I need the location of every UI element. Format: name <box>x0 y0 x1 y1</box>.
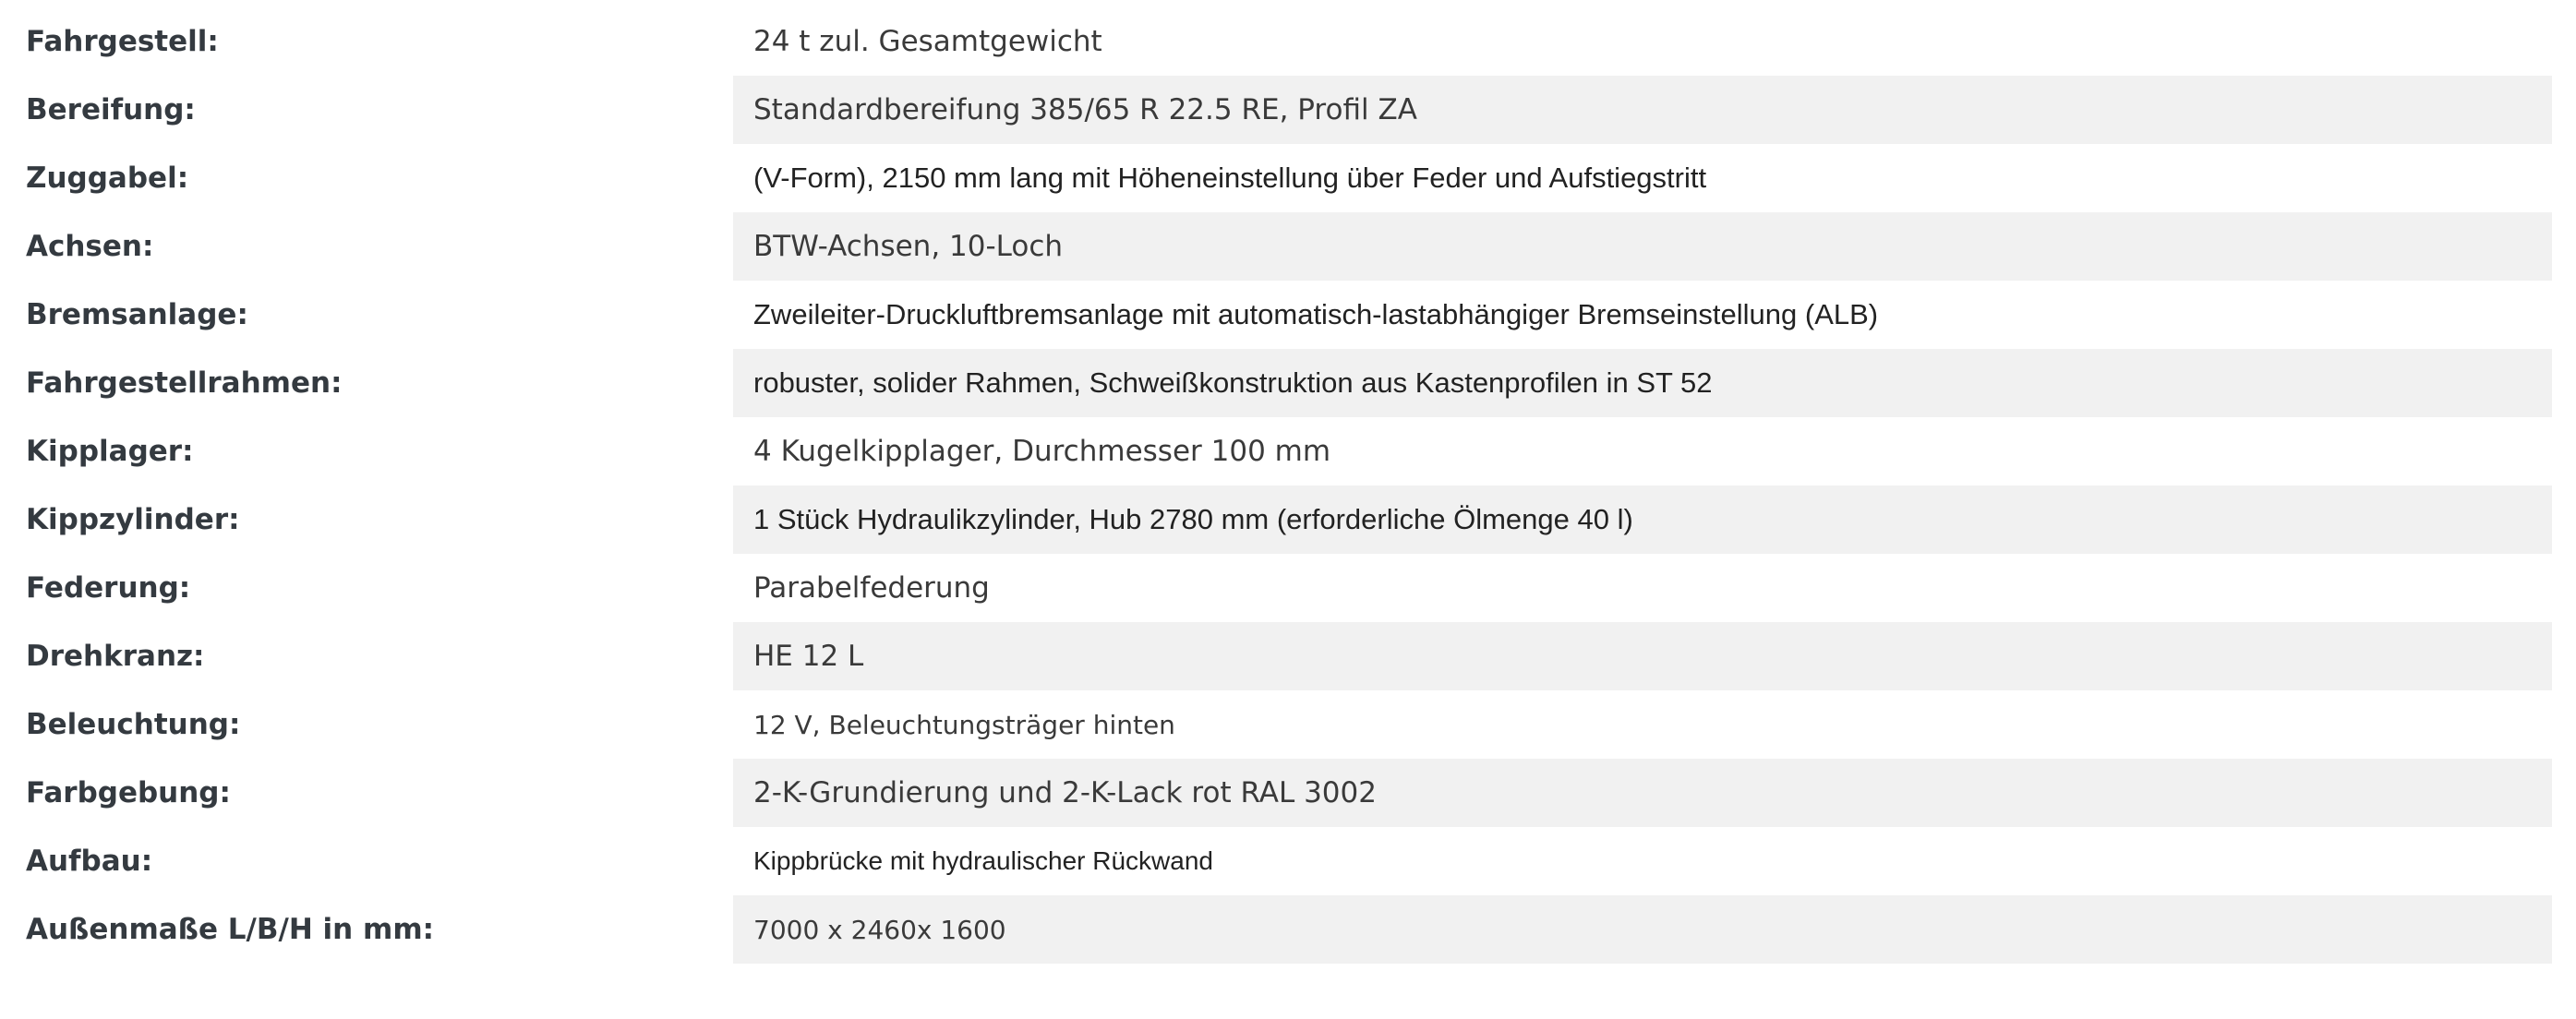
specification-table-body <box>0 7 2552 964</box>
spec-value: 4 Kugelkipplager, Durchmesser 100 mm <box>753 435 1331 468</box>
spec-label: Fahrgestellrahmen: <box>26 366 343 400</box>
table-row <box>0 622 2552 690</box>
table-row <box>0 486 2552 554</box>
spec-label: Außenmaße L/B/H in mm: <box>26 913 435 946</box>
spec-label: Kipplager: <box>26 435 194 468</box>
spec-value: 1 Stück Hydraulikzylinder, Hub 2780 mm (erforderliche Ölmenge 40 l) <box>733 486 2552 554</box>
table-row <box>0 281 2552 349</box>
spec-label: Aufbau: <box>26 845 153 878</box>
table-row <box>0 144 2552 212</box>
spec-label: Kippzylinder: <box>26 503 240 536</box>
table-row <box>0 759 2552 827</box>
spec-value: Zweileiter-Druckluftbremsanlage mit automatisch-lastabhängiger Bremseinstellung (ALB) <box>753 298 1879 330</box>
spec-value: 12 V, Beleuchtungsträger hinten <box>753 709 1175 740</box>
table-row <box>0 212 2552 281</box>
specification-table <box>0 7 2552 964</box>
spec-label: Bremsanlage: <box>26 298 248 331</box>
spec-value: Standardbereifung 385/65 R 22.5 RE, Profil ZA <box>733 76 2552 144</box>
table-row <box>0 349 2552 417</box>
spec-label: Achsen: <box>26 230 154 263</box>
table-row <box>0 76 2552 144</box>
spec-value: 7000 x 2460x 1600 <box>733 895 2552 964</box>
spec-label: Bereifung: <box>26 93 196 126</box>
spec-value: 24 t zul. Gesamtgewicht <box>753 25 1102 58</box>
table-row <box>0 895 2552 964</box>
spec-label: Federung: <box>26 571 191 605</box>
spec-value: 2-K-Grundierung und 2-K-Lack rot RAL 3002 <box>733 759 2552 827</box>
table-row <box>0 7 2552 76</box>
spec-label: Drehkranz: <box>26 640 205 673</box>
spec-value: HE 12 L <box>733 622 2552 690</box>
spec-value: (V-Form), 2150 mm lang mit Höheneinstellung über Feder und Aufstiegstritt <box>753 162 1707 194</box>
spec-label: Farbgebung: <box>26 776 231 809</box>
spec-label: Beleuchtung: <box>26 708 241 741</box>
spec-value: BTW-Achsen, 10-Loch <box>733 212 2552 281</box>
table-row <box>0 554 2552 622</box>
spec-value: Kippbrücke mit hydraulischer Rückwand <box>753 846 1213 875</box>
spec-value: Parabelfederung <box>753 571 990 605</box>
spec-value: robuster, solider Rahmen, Schweißkonstruktion aus Kastenprofilen in ST 52 <box>733 349 2552 417</box>
table-row <box>0 690 2552 759</box>
spec-label: Zuggabel: <box>26 162 189 195</box>
table-row <box>0 827 2552 895</box>
table-row <box>0 417 2552 486</box>
spec-label: Fahrgestell: <box>26 25 219 58</box>
